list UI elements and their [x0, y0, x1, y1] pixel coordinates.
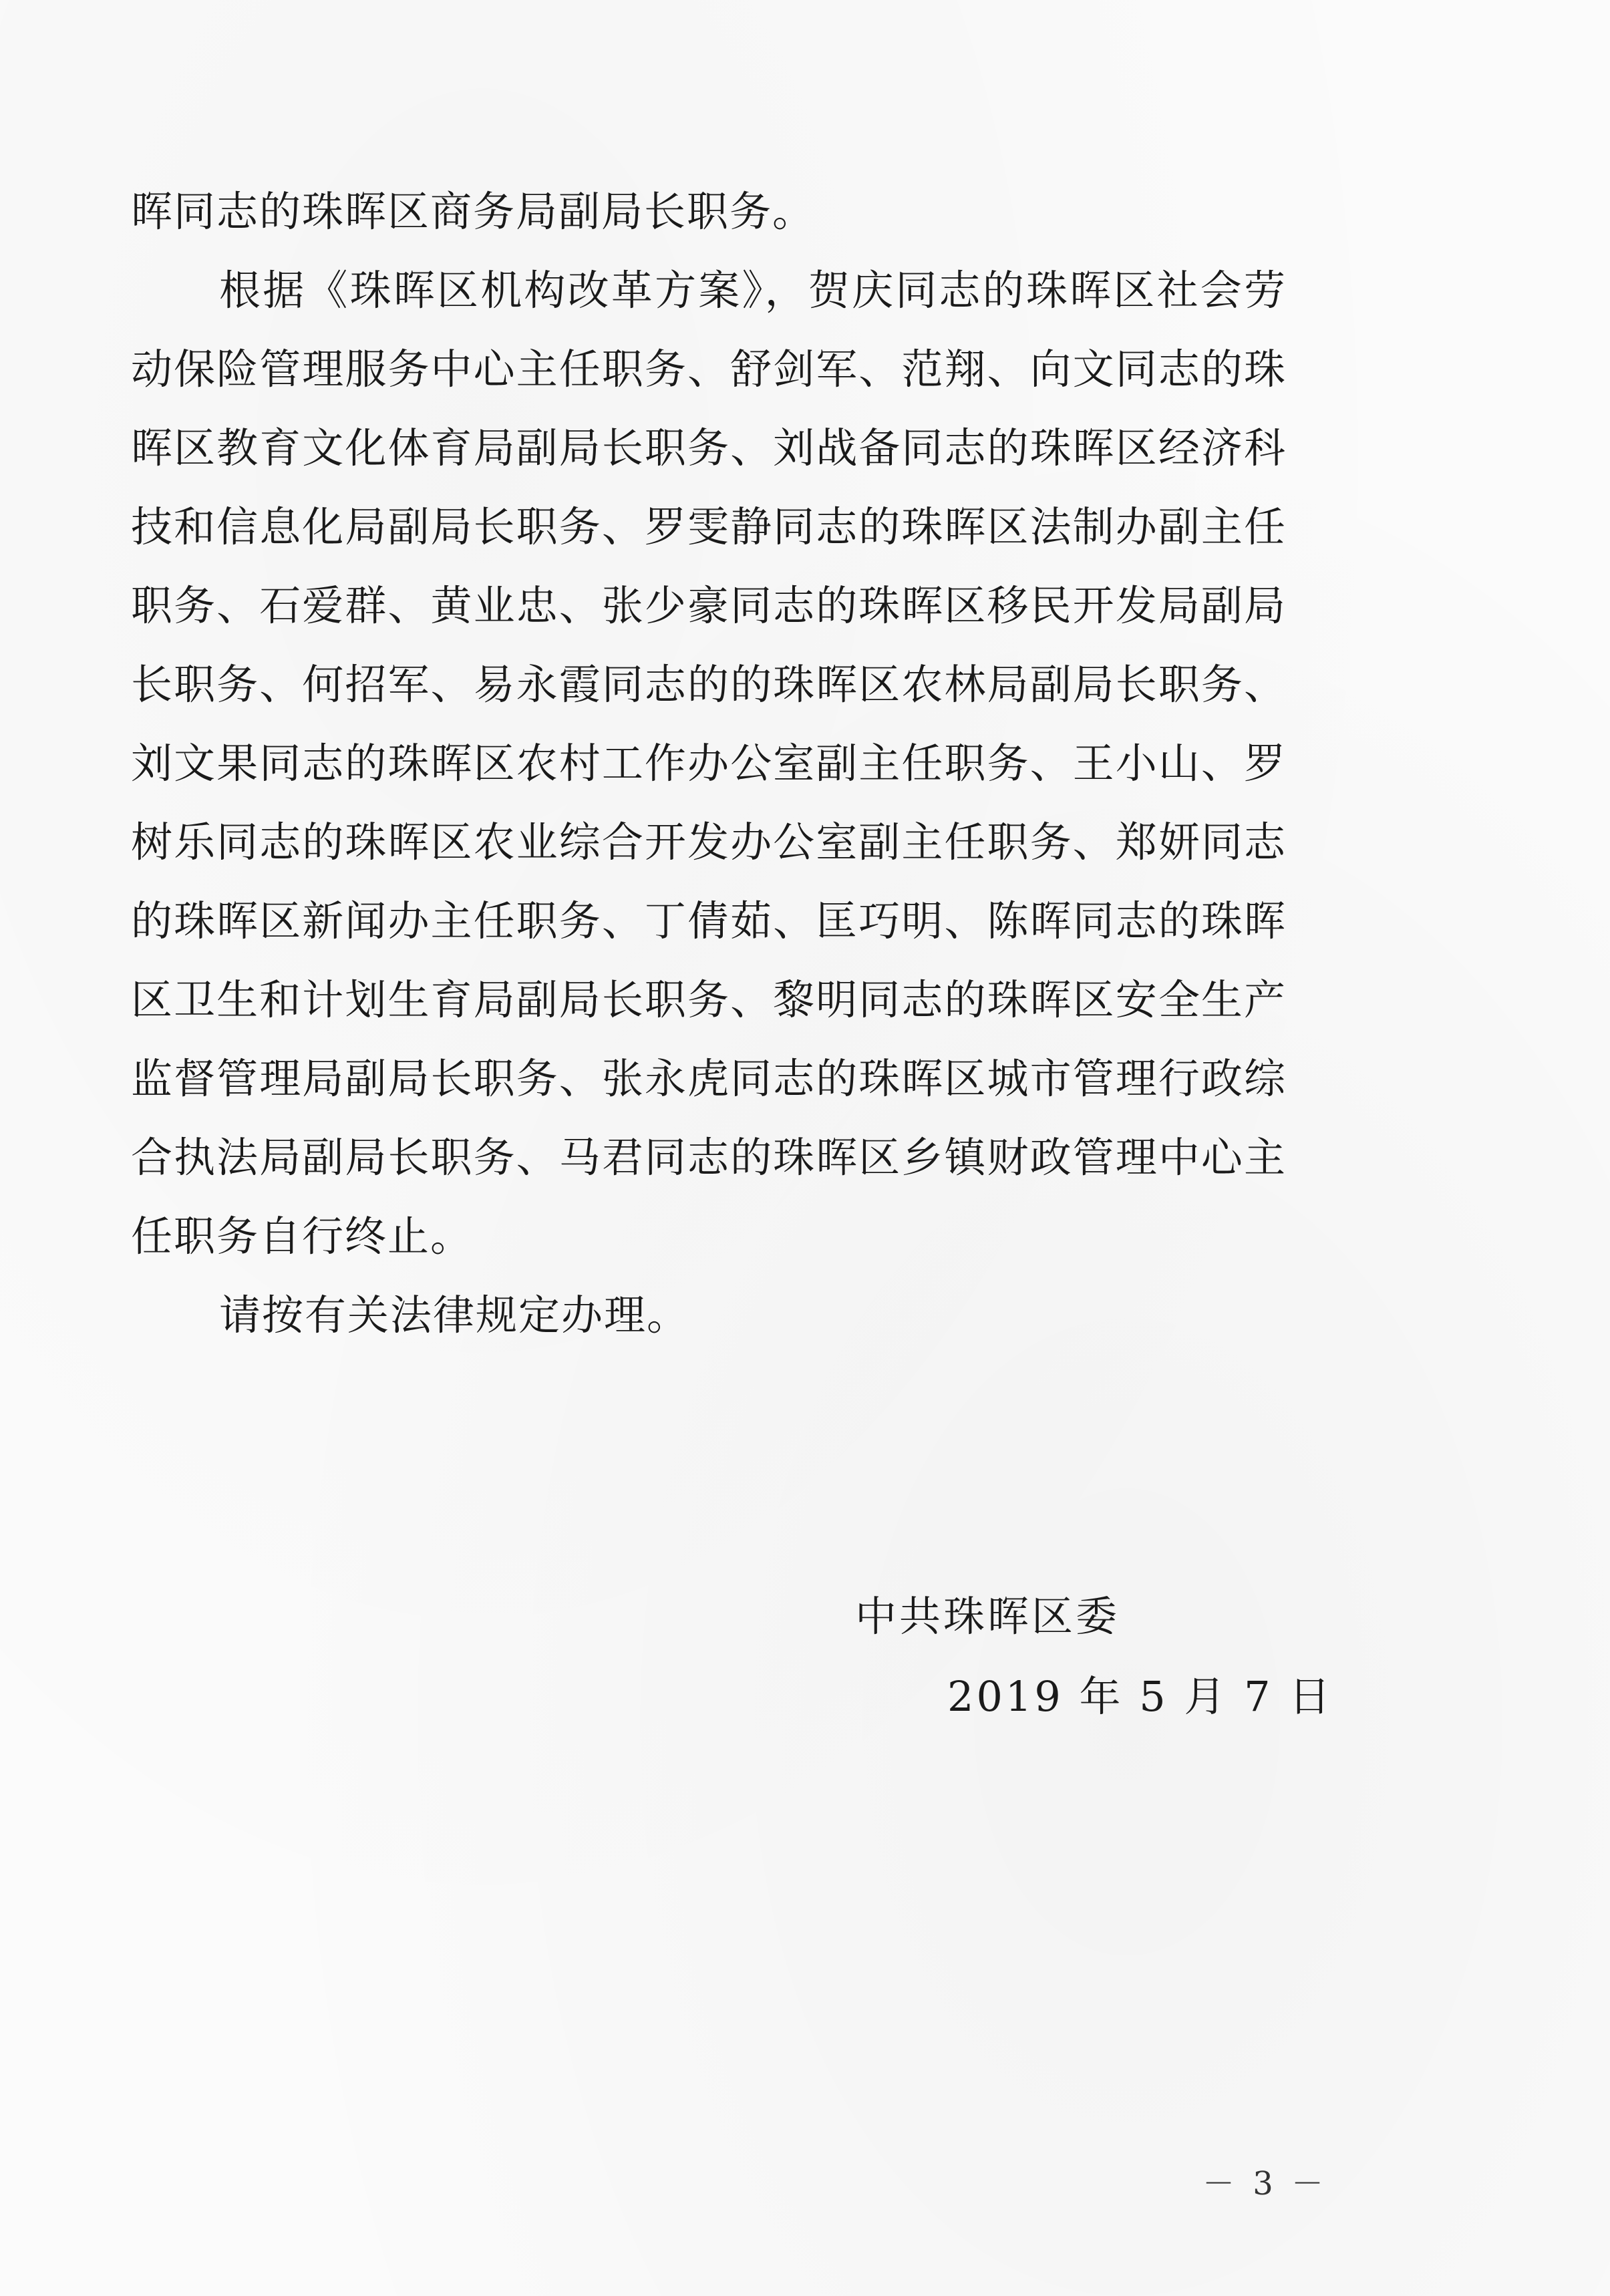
signature-date: 2019 年 5 月 7 日 — [947, 1672, 1333, 1721]
signature-organization: 中共珠晖区委 — [855, 1592, 1120, 1641]
paragraph-main: 根据《珠晖区机构改革方案》，贺庆同志的珠晖区社会劳动保险管理服务中心主任职务、舒剑军、范翔、向文同志的珠晖区教育文化体育局副局长职务、刘战备同志的珠晖区经济科技和信息化局副局长职务、罗雯静同志的珠晖区法制办副主任职务、石爱群、黄业忠、张少豪同志的珠晖区移民开发局副局长职务、何招军、易永霞同志的的珠晖区农林局副局长职务、刘文果同志的珠晖区农村工作办公室副主任职务、王小山、罗树乐同志的珠晖区农业综合开发办公室副主任职务、郑妍同志的珠晖区新闻办主任职务、丁倩茹、匡巧明、陈晖同志的珠晖区卫生和计划生育局副局长职务、黎明同志的珠晖区安全生产监督管理局副局长职务、张永虎同志的珠晖区城市管理行政综合执法局副局长职务、马君同志的珠晖区乡镇财政管理中心主任职务自行终止。 — [131, 266, 1287, 1261]
page-number: － 3 － — [1202, 2165, 1328, 2202]
document-body — [131, 172, 1287, 1355]
paragraph-continuation: 晖同志的珠晖区商务局副局长职务。 — [131, 187, 816, 236]
paragraph-closing: 请按有关法律规定办理。 — [219, 1291, 690, 1339]
